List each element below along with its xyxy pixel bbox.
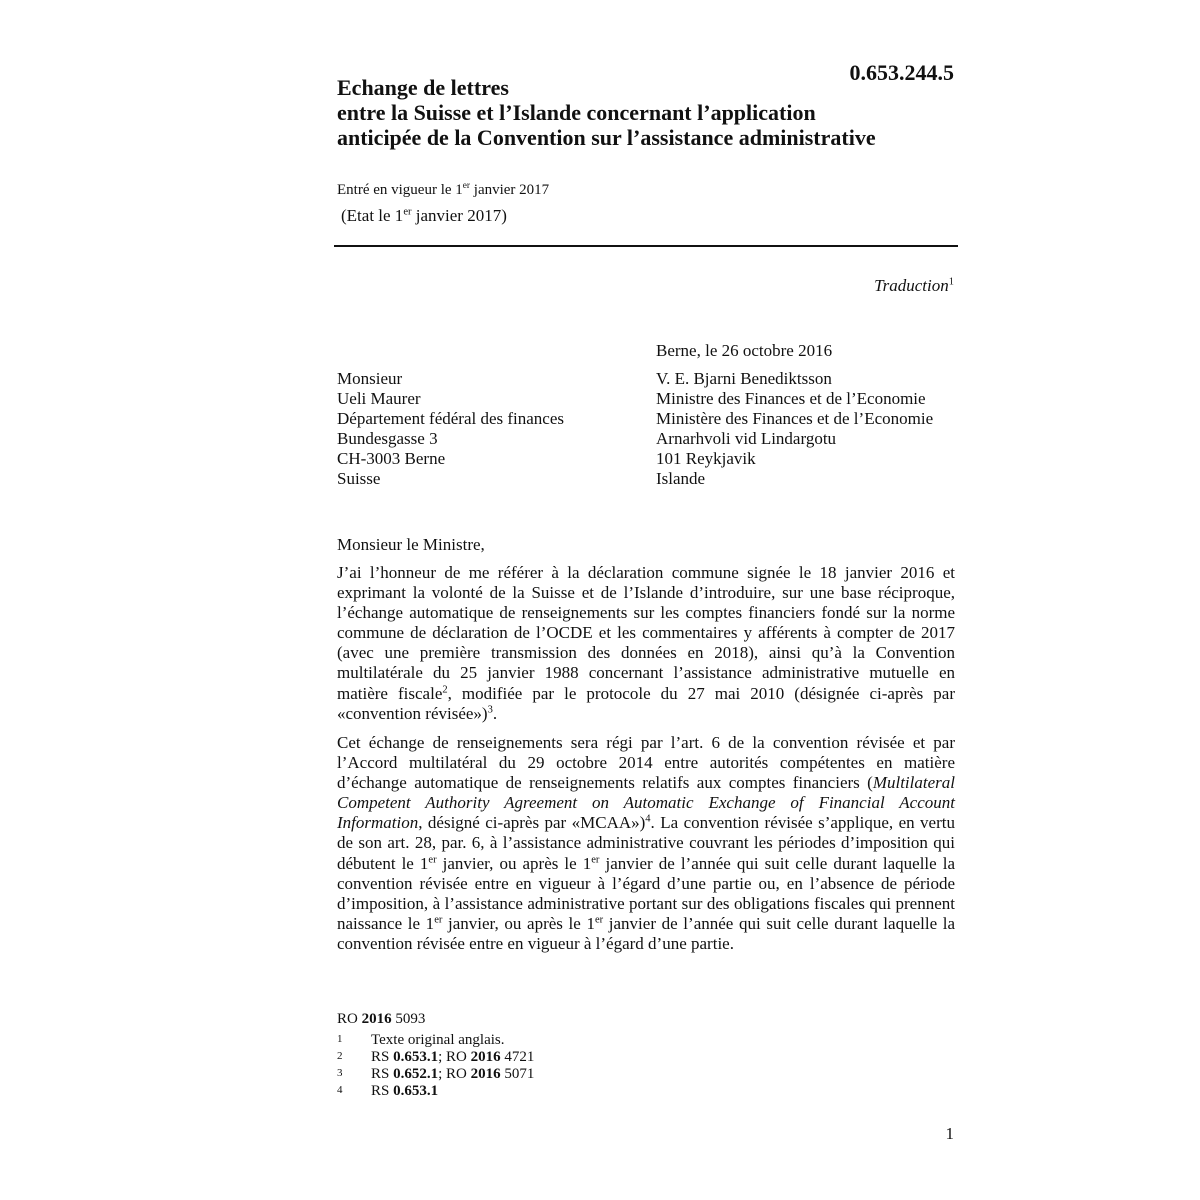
address-line: Arnarhvoli vid Lindargotu <box>656 429 837 448</box>
footnotes <box>337 1032 534 1100</box>
document-number: 0.653.244.5 <box>849 60 954 85</box>
place-date: Berne, le 26 octobre 2016 <box>656 341 833 360</box>
recipient-address <box>337 369 564 489</box>
address-line: Ministre des Finances et de l’Economie <box>656 389 926 408</box>
address-line: V. E. Bjarni Benediktsson <box>656 369 832 388</box>
salutation: Monsieur le Ministre, <box>337 535 485 554</box>
address-line: Monsieur <box>337 369 403 388</box>
sender-address <box>656 369 933 489</box>
state-date: (Etat le 1er janvier 2017) <box>341 206 507 225</box>
body-paragraph-2: Cet échange de renseignements sera régi par l’art. 6 de la convention révisée et par l’Accord multilatéral du 29 octobre 2014 entre autorités compétentes en matière d’échange automatique de renseignements relatifs aux comptes financiers (Multilateral Competent Authority Agreement on Automatic Exchange of Financial Account Information, désigné ci-après par «MCAA»)$^4$. La convention révisée s’applique, en vertu de son art. 28, par. 6, à l’assistance administrative couvrant les périodes d’imposition qui débutent le 1er janvier, ou après le 1er janvier de l’année qui suit celle durant laquelle la convention révisée entre en vigueur à l’égard d’une partie ou, en l’absence de période d’imposition, à l’assistance administrative portant sur des obligations fiscales qui prennent naissance le 1er janvier, ou après le 1er janvier de l’année qui suit celle durant laquelle la convention révisée entre en vigueur à l’égard d’une partie. <box>337 733 956 953</box>
footnote-ref[interactable]: 3 <box>487 704 493 715</box>
address-line: Ministère des Finances et de l’Economie <box>656 409 934 428</box>
document-title <box>337 75 957 150</box>
translation-label: Traduction$^1$ <box>874 276 954 295</box>
footnote: 2 RS 0.653.1; RO 2016 4721 <box>337 1049 535 1065</box>
address-line: Suisse <box>337 469 381 488</box>
title-line: Echange de lettres <box>337 75 509 100</box>
title-line: entre la Suisse et l’Islande concernant l’application <box>337 100 816 125</box>
ro-reference: RO 2016 5093 <box>337 1011 426 1027</box>
footnote-ref[interactable]: 4 <box>645 813 651 825</box>
address-line: Ueli Maurer <box>337 389 421 408</box>
footnote: 4 RS 0.653.1 <box>337 1083 439 1099</box>
header-divider <box>334 245 958 247</box>
footnote: 1 Texte original anglais. <box>337 1032 505 1048</box>
footnote-ref[interactable]: 1 <box>948 276 954 288</box>
address-line: Bundesgasse 3 <box>337 429 438 448</box>
footnote-ref[interactable]: 2 <box>442 683 448 695</box>
entry-into-force: Entré en vigueur le 1er janvier 2017 <box>337 181 550 198</box>
title-line: anticipée de la Convention sur l’assistance administrative <box>337 125 876 150</box>
address-line: CH-3003 Berne <box>337 449 446 468</box>
footnote: 3 RS 0.652.1; RO 2016 5071 <box>337 1066 535 1082</box>
address-line: Département fédéral des finances <box>337 409 565 428</box>
body-paragraph-1: J’ai l’honneur de me référer à la déclaration commune signée le 18 janvier 2016 et exprimant la volonté de la Suisse et de l’Islande d’introduire, sur une base réciproque, l’échange automatique de renseignements sur les comptes financiers fondé sur la norme commune de déclaration de l’OCDE et les commentaires y afférents à compter de 2017 (avec une première transmission des données en 2018), ainsi qu’à la Convention multilatérale du 25 janvier 1988 concernant l’assistance administrative mutuelle en matière fiscale$^2$, modifiée par le protocole du 27 mai 2010 (désignée ci-après par «convention révisée»)$^3$. <box>337 563 956 723</box>
page-number: 1 <box>945 1124 954 1143</box>
address-line: 101 Reykjavik <box>656 449 756 468</box>
address-line: Islande <box>656 469 706 488</box>
